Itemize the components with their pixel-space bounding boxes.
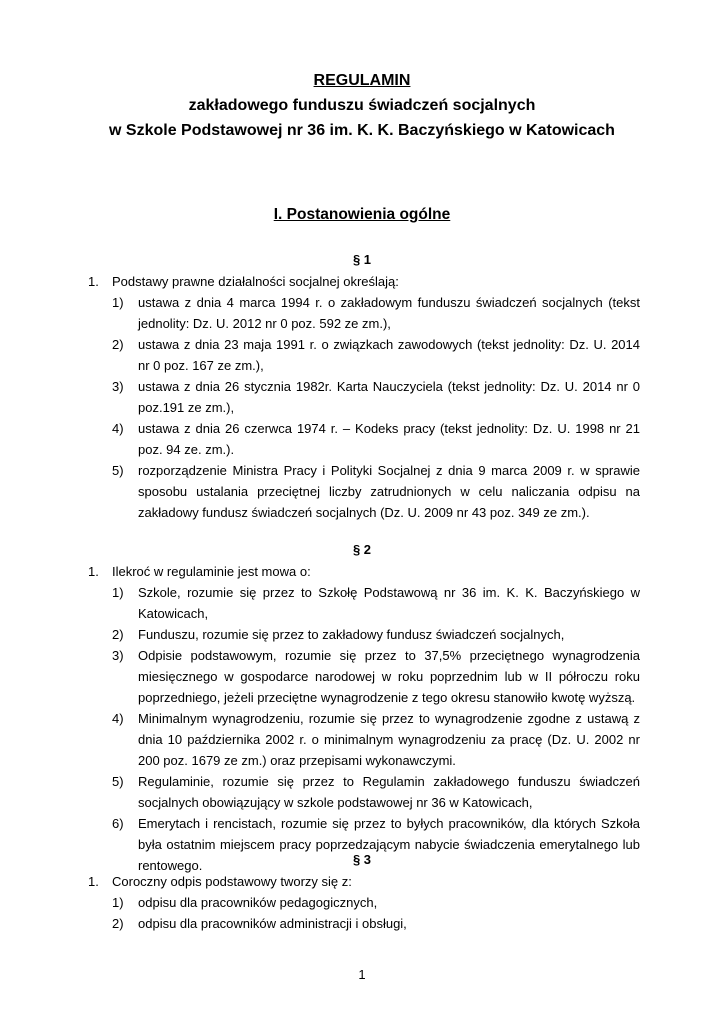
sub-item-number: 2) bbox=[112, 627, 124, 642]
list-item bbox=[88, 871, 640, 892]
list-item bbox=[88, 561, 640, 582]
sub-item-number: 2) bbox=[112, 916, 124, 931]
item-number: 1. bbox=[88, 274, 99, 289]
paragraph-3-body bbox=[88, 871, 640, 934]
sub-item-text: Minimalnym wynagrodzeniu, rozumie się przez to wynagrodzenie zgodne z ustawą z dnia 10 października 2002 r. o minimalnym wynagrodzeniu za pracę (Dz. U. 2002 nr 200 poz. 1679 ze zm.) oraz przepisami wykonawczymi. bbox=[138, 711, 640, 768]
sub-list-item bbox=[88, 645, 640, 708]
sub-item-text: ustawa z dnia 26 stycznia 1982r. Karta Nauczyciela (tekst jednolity: Dz. U. 2014 nr 0 poz.191 ze zm.), bbox=[138, 379, 640, 415]
item-text: Ilekroć w regulaminie jest mowa o: bbox=[112, 564, 311, 579]
paragraph-mark-3: § 3 bbox=[352, 852, 372, 867]
sub-item-text: ustawa z dnia 23 maja 1991 r. o związkach zawodowych (tekst jednolity: Dz. U. 2014 nr 0 poz. 167 ze zm.), bbox=[138, 337, 640, 373]
sub-item-text: Emerytach i rencistach, rozumie się przez to byłych pracowników, dla których Szkoła była ostatnim miejscem pracy poprzedzającym nabycie świadczenia emerytalnego lub rentowego. bbox=[138, 816, 640, 873]
sub-list-item bbox=[88, 292, 640, 334]
sub-list-item bbox=[88, 334, 640, 376]
page-number: 1 bbox=[358, 967, 366, 982]
sub-item-number: 3) bbox=[112, 648, 124, 663]
item-text: Coroczny odpis podstawowy tworzy się z: bbox=[112, 874, 352, 889]
paragraph-mark-1: § 1 bbox=[352, 252, 372, 267]
title-main: REGULAMIN bbox=[313, 72, 411, 89]
sub-item-number: 3) bbox=[112, 379, 124, 394]
paragraph-1-body bbox=[88, 271, 640, 523]
sub-list-item bbox=[88, 892, 640, 913]
sub-item-text: ustawa z dnia 4 marca 1994 r. o zakładowym funduszu świadczeń socjalnych (tekst jednolity: Dz. U. 2012 nr 0 poz. 592 ze zm.), bbox=[138, 295, 640, 331]
sub-item-text: Szkole, rozumie się przez to Szkołę Podstawową nr 36 im. K. K. Baczyńskiego w Katowicach, bbox=[138, 585, 640, 621]
sub-item-number: 1) bbox=[112, 585, 124, 600]
item-text: Podstawy prawne działalności socjalnej określają: bbox=[112, 274, 399, 289]
sub-item-number: 6) bbox=[112, 816, 124, 831]
sub-list-item bbox=[88, 913, 640, 934]
document-title bbox=[0, 68, 724, 143]
sub-item-number: 1) bbox=[112, 295, 124, 310]
sub-item-text: Odpisie podstawowym, rozumie się przez to 37,5% przeciętnego wynagrodzenia miesięcznego w gospodarce narodowej w roku poprzednim lub w II półroczu roku poprzedniego, jeżeli przeciętne wynagrodzenie z tego okresu stanowiło kwotę wyższą. bbox=[138, 648, 640, 705]
sub-item-number: 5) bbox=[112, 463, 124, 478]
sub-item-text: ustawa z dnia 26 czerwca 1974 r. – Kodeks pracy (tekst jednolity: Dz. U. 1998 nr 21 poz. 94 ze. zm.). bbox=[138, 421, 640, 457]
title-subtitle-line-2: w Szkole Podstawowej nr 36 im. K. K. Baczyńskiego w Katowicach bbox=[109, 122, 615, 139]
sub-list-item bbox=[88, 418, 640, 460]
item-number: 1. bbox=[88, 874, 99, 889]
sub-list-item bbox=[88, 708, 640, 771]
sub-item-text: odpisu dla pracowników pedagogicznych, bbox=[138, 895, 378, 910]
sub-list-item bbox=[88, 624, 640, 645]
sub-item-text: Regulaminie, rozumie się przez to Regulamin zakładowego funduszu świadczeń socjalnych obowiązujący w szkole podstawowej nr 36 w Katowicach, bbox=[138, 774, 640, 810]
item-number: 1. bbox=[88, 564, 99, 579]
list-item bbox=[88, 271, 640, 292]
sub-item-number: 4) bbox=[112, 421, 124, 436]
sub-list-item bbox=[88, 460, 640, 523]
sub-item-text: Funduszu, rozumie się przez to zakładowy fundusz świadczeń socjalnych, bbox=[138, 627, 565, 642]
sub-list-item bbox=[88, 771, 640, 813]
sub-item-number: 2) bbox=[112, 337, 124, 352]
sub-item-text: rozporządzenie Ministra Pracy i Polityki Socjalnej z dnia 9 marca 2009 r. w sprawie sposobu ustalania przeciętnej liczby zatrudnionych w celu naliczania odpisu na zakładowy fundusz świadczeń socjalnych (Dz. U. 2009 nr 43 poz. 349 ze zm.). bbox=[138, 463, 640, 520]
paragraph-2-body bbox=[88, 561, 640, 876]
sub-list-item bbox=[88, 376, 640, 418]
sub-item-number: 4) bbox=[112, 711, 124, 726]
sub-item-text: odpisu dla pracowników administracji i obsługi, bbox=[138, 916, 407, 931]
section-heading-general-provisions: I. Postanowienia ogólne bbox=[273, 206, 451, 223]
title-subtitle-line-1: zakładowego funduszu świadczeń socjalnych bbox=[188, 97, 536, 114]
sub-list-item bbox=[88, 582, 640, 624]
sub-item-number: 5) bbox=[112, 774, 124, 789]
sub-item-number: 1) bbox=[112, 895, 124, 910]
paragraph-mark-2: § 2 bbox=[352, 542, 372, 557]
